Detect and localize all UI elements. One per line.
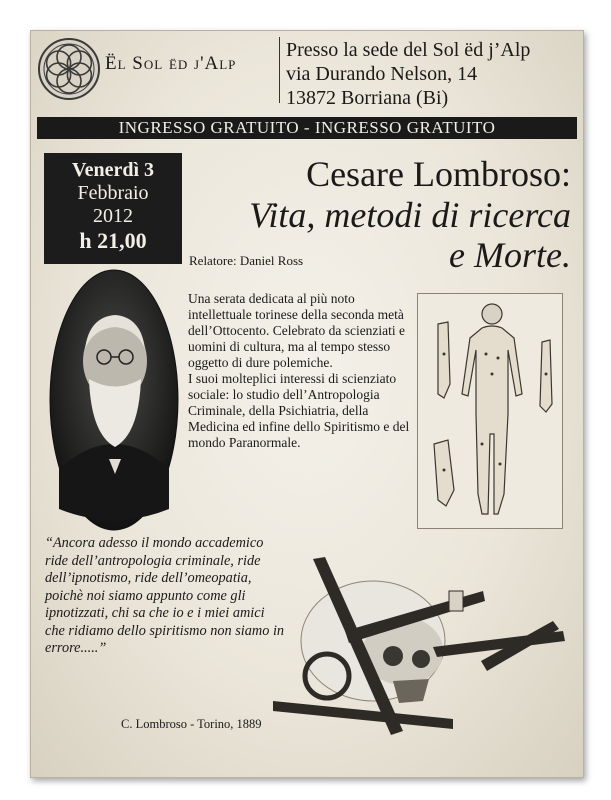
description-paragraph: Una serata dedicata al più noto intellettuale torinese della seconda metà dell’Ottocento. Celebrato da scienziati e uomini di cultura, ma al tempo stesso oggetto di dure polemiche.: [188, 291, 406, 370]
tattooed-man-illustration: [417, 293, 563, 529]
flyer: [30, 30, 584, 778]
quote-attribution: C. Lombroso - Torino, 1889: [121, 717, 262, 731]
venue-line: via Durando Nelson, 14: [286, 63, 478, 85]
header-divider: [279, 37, 280, 103]
venue-line: 13872 Borriana (Bi): [286, 87, 449, 109]
event-description: [188, 291, 416, 451]
craniometer-illustration: [253, 551, 573, 751]
venue-address: [286, 38, 530, 110]
event-year: 2012: [93, 205, 133, 227]
event-time: h 21,00: [79, 228, 147, 253]
sun-logo-icon: [37, 37, 101, 101]
description-paragraph: I suoi molteplici interessi di scienziato sociale: lo studio dell’Antropologia Criminale, della Psichiatria, della Medicina ed infine dello Spiritismo e del mondo Paranormale.: [188, 371, 410, 450]
speaker-credit: Relatore: Daniel Ross: [189, 253, 304, 268]
title-line-2: Vita, metodi di ricerca: [249, 195, 571, 235]
title-line-1: Cesare Lombroso:: [306, 154, 571, 194]
event-day: Venerdì 3: [71, 159, 155, 181]
lombroso-quote: [45, 535, 285, 658]
event-month: Febbraio: [77, 182, 149, 204]
brand-name: Ël Sol ëd j'Alp: [105, 53, 237, 74]
title-line-3: e Morte.: [449, 235, 571, 275]
quote-text: “Ancora adesso il mondo accademico ride dell’antropologia criminale, ride dell’ipnotismo, ride dell’omeopatia, poichè noi siamo appunto come gli ipnotizzati, chi sa che io e i miei amici che ridiamo dello spiritismo non siamo in errore.....”: [45, 535, 285, 656]
event-date-box: [44, 153, 182, 264]
free-entry-banner: INGRESSO GRATUITO - INGRESSO GRATUITO: [37, 117, 577, 139]
venue-line: Presso la sede del Sol ëd j’Alp: [286, 39, 531, 61]
portrait-photo: [49, 269, 179, 531]
